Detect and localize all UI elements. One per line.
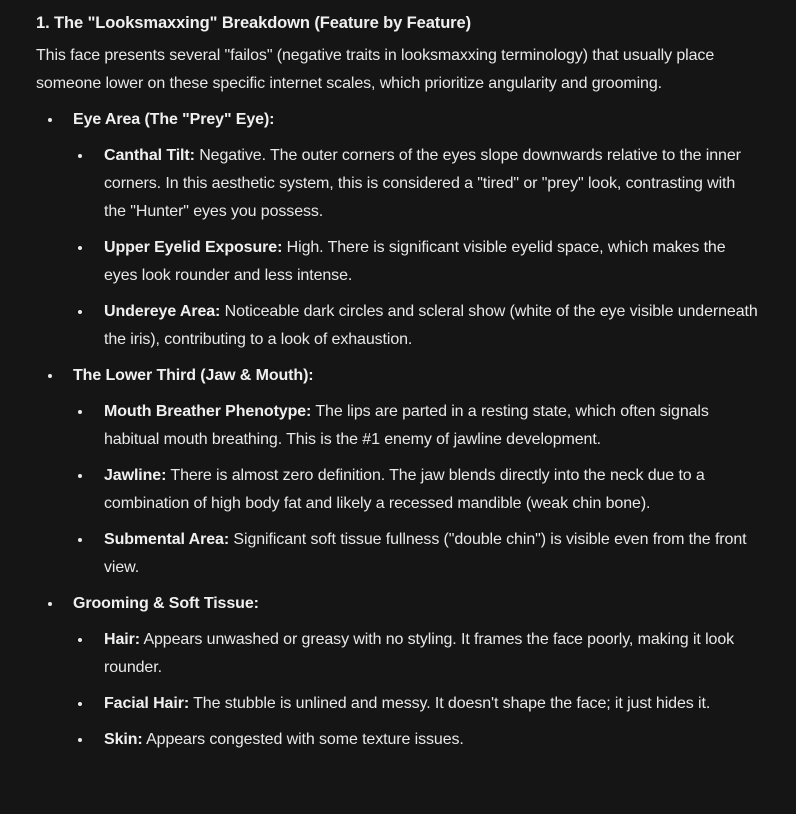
list-item	[73, 626, 760, 682]
bullet-icon	[48, 118, 52, 122]
item-label: Mouth Breather Phenotype:	[104, 403, 312, 420]
list-item	[73, 142, 760, 226]
bullet-icon	[78, 702, 82, 706]
item-label: Facial Hair:	[104, 695, 190, 712]
bullet-icon	[78, 738, 82, 742]
intro-paragraph: This face presents several "failos" (negative traits in looksmaxxing terminology) that usually place someone lower on these specific internet scales, which prioritize angularity and grooming.	[36, 47, 715, 92]
item-description: Negative. The outer corners of the eyes slope downwards relative to the inner corners. In this aesthetic system, this is considered a "tired" or "prey" look, contrasting with the "Hunter" eyes you possess.	[104, 147, 741, 220]
item-label: Undereye Area:	[104, 303, 221, 320]
item-description: The lips are parted in a resting state, which often signals habitual mouth breathing. This is the #1 enemy of jawline development.	[104, 403, 709, 448]
feature-section-lower-third	[36, 362, 760, 582]
section-title: The Lower Third (Jaw & Mouth):	[73, 367, 314, 384]
sub-list	[73, 398, 760, 582]
item-description: Appears unwashed or greasy with no styling. It frames the face poorly, making it look rounder.	[104, 631, 735, 676]
list-item	[73, 462, 760, 518]
content-column	[36, 11, 760, 754]
bullet-icon	[78, 410, 82, 414]
bullet-icon	[78, 538, 82, 542]
bullet-icon	[78, 246, 82, 250]
bullet-icon	[78, 474, 82, 478]
bullet-icon	[48, 602, 52, 606]
bullet-icon	[78, 310, 82, 314]
list-item	[73, 526, 760, 582]
sub-list	[73, 142, 760, 354]
list-item	[73, 298, 760, 354]
item-label: Jawline:	[104, 467, 167, 484]
item-label: Upper Eyelid Exposure:	[104, 239, 283, 256]
bullet-icon	[48, 374, 52, 378]
sub-list	[73, 626, 760, 754]
item-description: High. There is significant visible eyelid space, which makes the eyes look rounder and less intense.	[104, 239, 726, 284]
item-label: Submental Area:	[104, 531, 230, 548]
list-item	[73, 690, 760, 718]
list-item	[73, 726, 760, 754]
item-description: The stubble is unlined and messy. It doesn't shape the face; it just hides it.	[193, 695, 711, 712]
item-description: Noticeable dark circles and scleral show (white of the eye visible underneath the iris), contributing to a look of exhaustion.	[104, 303, 758, 348]
bullet-icon	[78, 638, 82, 642]
feature-section-grooming	[36, 590, 760, 754]
list-item	[73, 234, 760, 290]
section-title: Eye Area (The "Prey" Eye):	[73, 111, 275, 128]
list-item	[73, 398, 760, 454]
section-title: Grooming & Soft Tissue:	[73, 595, 259, 612]
item-label: Hair:	[104, 631, 140, 648]
page-title: 1. The "Looksmaxxing" Breakdown (Feature by Feature)	[36, 14, 471, 32]
item-label: Canthal Tilt:	[104, 147, 195, 164]
item-label: Skin:	[104, 731, 143, 748]
item-description: Significant soft tissue fullness ("double chin") is visible even from the front view.	[104, 531, 747, 576]
bullet-icon	[78, 154, 82, 158]
feature-list	[36, 106, 760, 754]
item-description: Appears congested with some texture issues.	[146, 731, 464, 748]
feature-section-eye-area	[36, 106, 760, 354]
item-description: There is almost zero definition. The jaw blends directly into the neck due to a combination of high body fat and likely a recessed mandible (weak chin bone).	[104, 467, 705, 512]
